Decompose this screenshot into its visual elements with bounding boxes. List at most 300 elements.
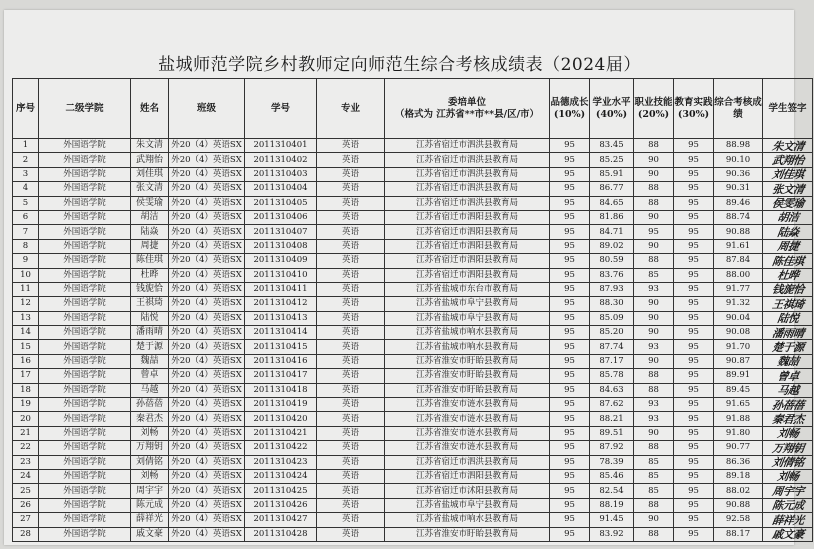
cell-class: 外20（4）英语SX — [169, 210, 245, 224]
cell-unit: 江苏省宿迁市泗洪县教育局 — [385, 182, 550, 196]
cell-id: 2011310418 — [245, 383, 317, 397]
cell-seq: 19 — [13, 398, 39, 412]
cell-id: 2011310415 — [245, 340, 317, 354]
cell-level: 84.65 — [590, 196, 634, 210]
cell-college: 外国语学院 — [39, 412, 131, 426]
table-row — [13, 412, 813, 426]
cell-moral: 95 — [550, 398, 590, 412]
cell-seq: 3 — [13, 167, 39, 181]
cell-college: 外国语学院 — [39, 225, 131, 239]
cell-name: 孙蓓蓓 — [131, 398, 169, 412]
cell-practice: 95 — [674, 268, 714, 282]
cell-practice: 95 — [674, 196, 714, 210]
cell-level: 84.71 — [590, 225, 634, 239]
cell-seq: 24 — [13, 469, 39, 483]
cell-unit: 江苏省淮安市盱眙县教育局 — [385, 354, 550, 368]
cell-major: 英语 — [317, 498, 385, 512]
table-row — [13, 455, 813, 469]
cell-moral: 95 — [550, 182, 590, 196]
cell-college: 外国语学院 — [39, 196, 131, 210]
cell-major: 英语 — [317, 398, 385, 412]
cell-seq: 4 — [13, 182, 39, 196]
signature: 秦君杰 — [761, 412, 813, 426]
cell-class: 外20（4）英语SX — [169, 469, 245, 483]
signature: 张文清 — [761, 182, 813, 196]
cell-level: 82.54 — [590, 484, 634, 498]
cell-level: 83.92 — [590, 527, 634, 541]
cell-practice: 95 — [674, 513, 714, 527]
signature: 陈佳琪 — [761, 254, 813, 268]
cell-moral: 95 — [550, 268, 590, 282]
cell-name: 魏喆 — [131, 354, 169, 368]
cell-skill: 88 — [634, 498, 674, 512]
cell-name: 武翔怡 — [131, 153, 169, 167]
cell-moral: 95 — [550, 239, 590, 253]
cell-skill: 85 — [634, 469, 674, 483]
cell-unit: 江苏省淮安市盱眙县教育局 — [385, 369, 550, 383]
table-row — [13, 484, 813, 498]
cell-name: 周捷 — [131, 239, 169, 253]
cell-college: 外国语学院 — [39, 354, 131, 368]
header-skill: 职业技能 (20%) — [634, 79, 674, 139]
cell-total: 87.84 — [714, 254, 763, 268]
cell-seq: 2 — [13, 153, 39, 167]
cell-unit: 江苏省宿迁市泗洪县教育局 — [385, 196, 550, 210]
cell-unit: 江苏省盐城市阜宁县教育局 — [385, 311, 550, 325]
cell-skill: 85 — [634, 268, 674, 282]
cell-unit: 江苏省盐城市响水县教育局 — [385, 340, 550, 354]
cell-unit: 江苏省盐城市响水县教育局 — [385, 513, 550, 527]
signature: 马越 — [761, 383, 813, 397]
cell-major: 英语 — [317, 326, 385, 340]
cell-id: 2011310425 — [245, 484, 317, 498]
cell-class: 外20（4）英语SX — [169, 239, 245, 253]
cell-major: 英语 — [317, 182, 385, 196]
cell-class: 外20（4）英语SX — [169, 268, 245, 282]
cell-level: 85.09 — [590, 311, 634, 325]
header-name: 姓名 — [131, 79, 169, 139]
cell-total: 88.17 — [714, 527, 763, 541]
cell-practice: 95 — [674, 398, 714, 412]
cell-practice: 95 — [674, 455, 714, 469]
cell-name: 王祺琦 — [131, 297, 169, 311]
cell-name: 胡洁 — [131, 210, 169, 224]
cell-moral: 95 — [550, 282, 590, 296]
signature: 戚文豪 — [761, 527, 813, 541]
cell-college: 外国语学院 — [39, 282, 131, 296]
cell-unit: 江苏省宿迁市泗洪县教育局 — [385, 139, 550, 153]
cell-unit: 江苏省盐城市阜宁县教育局 — [385, 498, 550, 512]
cell-major: 英语 — [317, 225, 385, 239]
cell-major: 英语 — [317, 210, 385, 224]
cell-unit: 江苏省宿迁市泗阳县教育局 — [385, 239, 550, 253]
cell-id: 2011310402 — [245, 153, 317, 167]
cell-id: 2011310420 — [245, 412, 317, 426]
cell-practice: 95 — [674, 383, 714, 397]
table-row — [13, 239, 813, 253]
cell-level: 85.78 — [590, 369, 634, 383]
cell-practice: 95 — [674, 527, 714, 541]
cell-unit: 江苏省盐城市阜宁县教育局 — [385, 297, 550, 311]
cell-name: 陆焱 — [131, 225, 169, 239]
cell-total: 91.77 — [714, 282, 763, 296]
signature: 曾卓 — [761, 369, 813, 383]
table-row — [13, 469, 813, 483]
cell-class: 外20（4）英语SX — [169, 455, 245, 469]
cell-major: 英语 — [317, 513, 385, 527]
cell-id: 2011310401 — [245, 139, 317, 153]
signature: 周宇宇 — [761, 484, 813, 498]
cell-moral: 95 — [550, 484, 590, 498]
cell-major: 英语 — [317, 484, 385, 498]
cell-total: 88.02 — [714, 484, 763, 498]
cell-skill: 95 — [634, 225, 674, 239]
cell-unit: 江苏省盐城市东台市教育局 — [385, 282, 550, 296]
cell-practice: 95 — [674, 469, 714, 483]
cell-seq: 15 — [13, 340, 39, 354]
cell-moral: 95 — [550, 383, 590, 397]
cell-class: 外20（4）英语SX — [169, 297, 245, 311]
cell-practice: 95 — [674, 498, 714, 512]
cell-college: 外国语学院 — [39, 383, 131, 397]
cell-level: 85.20 — [590, 326, 634, 340]
cell-total: 91.61 — [714, 239, 763, 253]
cell-seq: 1 — [13, 139, 39, 153]
cell-class: 外20（4）英语SX — [169, 484, 245, 498]
cell-name: 刘佳琪 — [131, 167, 169, 181]
cell-moral: 95 — [550, 469, 590, 483]
cell-id: 2011310403 — [245, 167, 317, 181]
cell-moral: 95 — [550, 167, 590, 181]
cell-practice: 95 — [674, 210, 714, 224]
cell-seq: 7 — [13, 225, 39, 239]
cell-college: 外国语学院 — [39, 268, 131, 282]
cell-id: 2011310421 — [245, 426, 317, 440]
cell-total: 92.58 — [714, 513, 763, 527]
cell-level: 91.45 — [590, 513, 634, 527]
signature: 魏喆 — [761, 354, 813, 368]
cell-class: 外20（4）英语SX — [169, 182, 245, 196]
cell-total: 91.32 — [714, 297, 763, 311]
cell-skill: 88 — [634, 527, 674, 541]
cell-practice: 95 — [674, 340, 714, 354]
table-row — [13, 196, 813, 210]
cell-practice: 95 — [674, 297, 714, 311]
cell-level: 88.19 — [590, 498, 634, 512]
cell-id: 2011310406 — [245, 210, 317, 224]
cell-major: 英语 — [317, 426, 385, 440]
signature: 王祺琦 — [761, 297, 813, 311]
cell-moral: 95 — [550, 311, 590, 325]
cell-practice: 95 — [674, 239, 714, 253]
cell-class: 外20（4）英语SX — [169, 153, 245, 167]
cell-seq: 16 — [13, 354, 39, 368]
cell-level: 89.02 — [590, 239, 634, 253]
cell-moral: 95 — [550, 412, 590, 426]
signature: 潘雨晴 — [761, 326, 813, 340]
cell-name: 周宇宇 — [131, 484, 169, 498]
cell-skill: 88 — [634, 196, 674, 210]
cell-major: 英语 — [317, 239, 385, 253]
table-row — [13, 297, 813, 311]
cell-id: 2011310413 — [245, 311, 317, 325]
cell-moral: 95 — [550, 455, 590, 469]
cell-total: 88.98 — [714, 139, 763, 153]
cell-id: 2011310412 — [245, 297, 317, 311]
cell-skill: 93 — [634, 412, 674, 426]
cell-name: 陆悦 — [131, 311, 169, 325]
cell-seq: 25 — [13, 484, 39, 498]
cell-id: 2011310427 — [245, 513, 317, 527]
header-seq: 序号 — [13, 79, 39, 139]
table-row — [13, 513, 813, 527]
cell-name: 曾卓 — [131, 369, 169, 383]
document-title: 盐城师范学院乡村教师定向师范生综合考核成绩表（2024届） — [158, 55, 641, 75]
table-row — [13, 139, 813, 153]
cell-unit: 江苏省淮安市涟水县教育局 — [385, 412, 550, 426]
cell-college: 外国语学院 — [39, 254, 131, 268]
cell-college: 外国语学院 — [39, 513, 131, 527]
cell-skill: 85 — [634, 455, 674, 469]
cell-moral: 95 — [550, 426, 590, 440]
cell-moral: 95 — [550, 340, 590, 354]
table-row — [13, 354, 813, 368]
cell-id: 2011310405 — [245, 196, 317, 210]
cell-id: 2011310410 — [245, 268, 317, 282]
cell-level: 83.45 — [590, 139, 634, 153]
cell-moral: 95 — [550, 369, 590, 383]
cell-level: 87.93 — [590, 282, 634, 296]
table-row — [13, 210, 813, 224]
cell-unit: 江苏省淮安市盱眙县教育局 — [385, 383, 550, 397]
cell-skill: 90 — [634, 153, 674, 167]
header-major: 专业 — [317, 79, 385, 139]
cell-class: 外20（4）英语SX — [169, 527, 245, 541]
table-row — [13, 182, 813, 196]
cell-total: 90.36 — [714, 167, 763, 181]
cell-major: 英语 — [317, 369, 385, 383]
cell-total: 90.31 — [714, 182, 763, 196]
cell-practice: 95 — [674, 412, 714, 426]
cell-class: 外20（4）英语SX — [169, 326, 245, 340]
cell-id: 2011310408 — [245, 239, 317, 253]
signature: 陈元成 — [761, 498, 813, 512]
cell-id: 2011310417 — [245, 369, 317, 383]
header-level: 学业水平 (40%) — [590, 79, 634, 139]
cell-level: 81.86 — [590, 210, 634, 224]
cell-seq: 8 — [13, 239, 39, 253]
cell-level: 88.30 — [590, 297, 634, 311]
cell-college: 外国语学院 — [39, 311, 131, 325]
cell-practice: 95 — [674, 153, 714, 167]
table-row — [13, 254, 813, 268]
cell-unit: 江苏省宿迁市沭阳县教育局 — [385, 484, 550, 498]
cell-name: 陈元成 — [131, 498, 169, 512]
cell-class: 外20（4）英语SX — [169, 167, 245, 181]
cell-moral: 95 — [550, 196, 590, 210]
table-row — [13, 167, 813, 181]
signature: 胡洁 — [761, 210, 813, 224]
cell-unit: 江苏省淮安市盱眙县教育局 — [385, 527, 550, 541]
table-row — [13, 225, 813, 239]
cell-skill: 90 — [634, 354, 674, 368]
cell-total: 86.36 — [714, 455, 763, 469]
cell-major: 英语 — [317, 254, 385, 268]
cell-total: 88.00 — [714, 268, 763, 282]
cell-skill: 90 — [634, 239, 674, 253]
cell-practice: 95 — [674, 326, 714, 340]
cell-class: 外20（4）英语SX — [169, 311, 245, 325]
cell-name: 戚文豪 — [131, 527, 169, 541]
cell-level: 86.77 — [590, 182, 634, 196]
cell-name: 杜晔 — [131, 268, 169, 282]
cell-class: 外20（4）英语SX — [169, 369, 245, 383]
cell-id: 2011310404 — [245, 182, 317, 196]
cell-moral: 95 — [550, 254, 590, 268]
table-row — [13, 268, 813, 282]
cell-moral: 95 — [550, 326, 590, 340]
cell-college: 外国语学院 — [39, 153, 131, 167]
cell-college: 外国语学院 — [39, 426, 131, 440]
signature: 孙蓓蓓 — [761, 398, 813, 412]
cell-name: 朱文清 — [131, 139, 169, 153]
cell-id: 2011310426 — [245, 498, 317, 512]
cell-id: 2011310409 — [245, 254, 317, 268]
signature: 刘畅 — [761, 469, 813, 483]
cell-college: 外国语学院 — [39, 239, 131, 253]
cell-skill: 93 — [634, 398, 674, 412]
cell-total: 89.45 — [714, 383, 763, 397]
cell-total: 91.80 — [714, 426, 763, 440]
cell-level: 78.39 — [590, 455, 634, 469]
cell-moral: 95 — [550, 354, 590, 368]
signature: 武翔怡 — [761, 153, 813, 167]
cell-skill: 90 — [634, 167, 674, 181]
cell-id: 2011310424 — [245, 469, 317, 483]
cell-class: 外20（4）英语SX — [169, 254, 245, 268]
cell-seq: 18 — [13, 383, 39, 397]
signature: 杜晔 — [761, 268, 813, 282]
cell-level: 83.76 — [590, 268, 634, 282]
cell-major: 英语 — [317, 354, 385, 368]
cell-unit: 江苏省宿迁市泗洪县教育局 — [385, 153, 550, 167]
cell-major: 英语 — [317, 412, 385, 426]
cell-seq: 12 — [13, 297, 39, 311]
cell-major: 英语 — [317, 311, 385, 325]
cell-skill: 90 — [634, 210, 674, 224]
cell-seq: 6 — [13, 210, 39, 224]
cell-major: 英语 — [317, 167, 385, 181]
cell-college: 外国语学院 — [39, 369, 131, 383]
cell-level: 89.51 — [590, 426, 634, 440]
cell-level: 87.17 — [590, 354, 634, 368]
cell-id: 2011310423 — [245, 455, 317, 469]
signature: 刘佳琪 — [761, 167, 813, 181]
cell-name: 钱旎恰 — [131, 282, 169, 296]
cell-moral: 95 — [550, 210, 590, 224]
table-row — [13, 398, 813, 412]
cell-name: 潘雨晴 — [131, 326, 169, 340]
cell-college: 外国语学院 — [39, 527, 131, 541]
cell-class: 外20（4）英语SX — [169, 398, 245, 412]
cell-level: 88.21 — [590, 412, 634, 426]
signature: 薛祥光 — [761, 513, 813, 527]
cell-practice: 95 — [674, 139, 714, 153]
table-row — [13, 326, 813, 340]
cell-seq: 23 — [13, 455, 39, 469]
signature: 陆焱 — [761, 225, 813, 239]
cell-unit: 江苏省宿迁市泗阳县教育局 — [385, 268, 550, 282]
cell-total: 89.18 — [714, 469, 763, 483]
cell-college: 外国语学院 — [39, 210, 131, 224]
cell-practice: 95 — [674, 225, 714, 239]
cell-name: 陈佳琪 — [131, 254, 169, 268]
cell-class: 外20（4）英语SX — [169, 383, 245, 397]
cell-skill: 93 — [634, 282, 674, 296]
cell-name: 万翔钥 — [131, 441, 169, 455]
table-body — [13, 139, 813, 542]
cell-class: 外20（4）英语SX — [169, 225, 245, 239]
cell-name: 刘倩铭 — [131, 455, 169, 469]
cell-practice: 95 — [674, 254, 714, 268]
cell-total: 90.10 — [714, 153, 763, 167]
header-total: 综合考核成绩 — [714, 79, 763, 139]
cell-level: 84.63 — [590, 383, 634, 397]
cell-skill: 88 — [634, 139, 674, 153]
cell-total: 90.88 — [714, 498, 763, 512]
cell-practice: 95 — [674, 167, 714, 181]
header-college: 二级学院 — [39, 79, 131, 139]
cell-seq: 22 — [13, 441, 39, 455]
cell-level: 87.62 — [590, 398, 634, 412]
cell-skill: 88 — [634, 369, 674, 383]
cell-seq: 14 — [13, 326, 39, 340]
header-unit: 委培单位 （格式为 江苏省**市**县/区/市） — [385, 79, 550, 139]
cell-skill: 90 — [634, 311, 674, 325]
cell-major: 英语 — [317, 455, 385, 469]
signature: 钱旎恰 — [761, 282, 813, 296]
cell-unit: 江苏省淮安市涟水县教育局 — [385, 398, 550, 412]
cell-moral: 95 — [550, 297, 590, 311]
cell-id: 2011310416 — [245, 354, 317, 368]
cell-level: 85.91 — [590, 167, 634, 181]
cell-college: 外国语学院 — [39, 182, 131, 196]
cell-practice: 95 — [674, 369, 714, 383]
cell-college: 外国语学院 — [39, 455, 131, 469]
signature: 刘畅 — [761, 426, 813, 440]
cell-id: 2011310419 — [245, 398, 317, 412]
cell-seq: 28 — [13, 527, 39, 541]
cell-practice: 95 — [674, 311, 714, 325]
cell-practice: 95 — [674, 441, 714, 455]
cell-major: 英语 — [317, 297, 385, 311]
cell-practice: 95 — [674, 354, 714, 368]
signature: 刘倩铭 — [761, 455, 813, 469]
cell-unit: 江苏省淮安市涟水县教育局 — [385, 426, 550, 440]
header-row — [13, 79, 813, 139]
cell-major: 英语 — [317, 441, 385, 455]
cell-skill: 90 — [634, 326, 674, 340]
table-row — [13, 282, 813, 296]
cell-practice: 95 — [674, 484, 714, 498]
cell-college: 外国语学院 — [39, 326, 131, 340]
cell-skill: 88 — [634, 441, 674, 455]
cell-total: 90.04 — [714, 311, 763, 325]
cell-skill: 90 — [634, 513, 674, 527]
cell-college: 外国语学院 — [39, 469, 131, 483]
cell-seq: 5 — [13, 196, 39, 210]
cell-level: 87.92 — [590, 441, 634, 455]
